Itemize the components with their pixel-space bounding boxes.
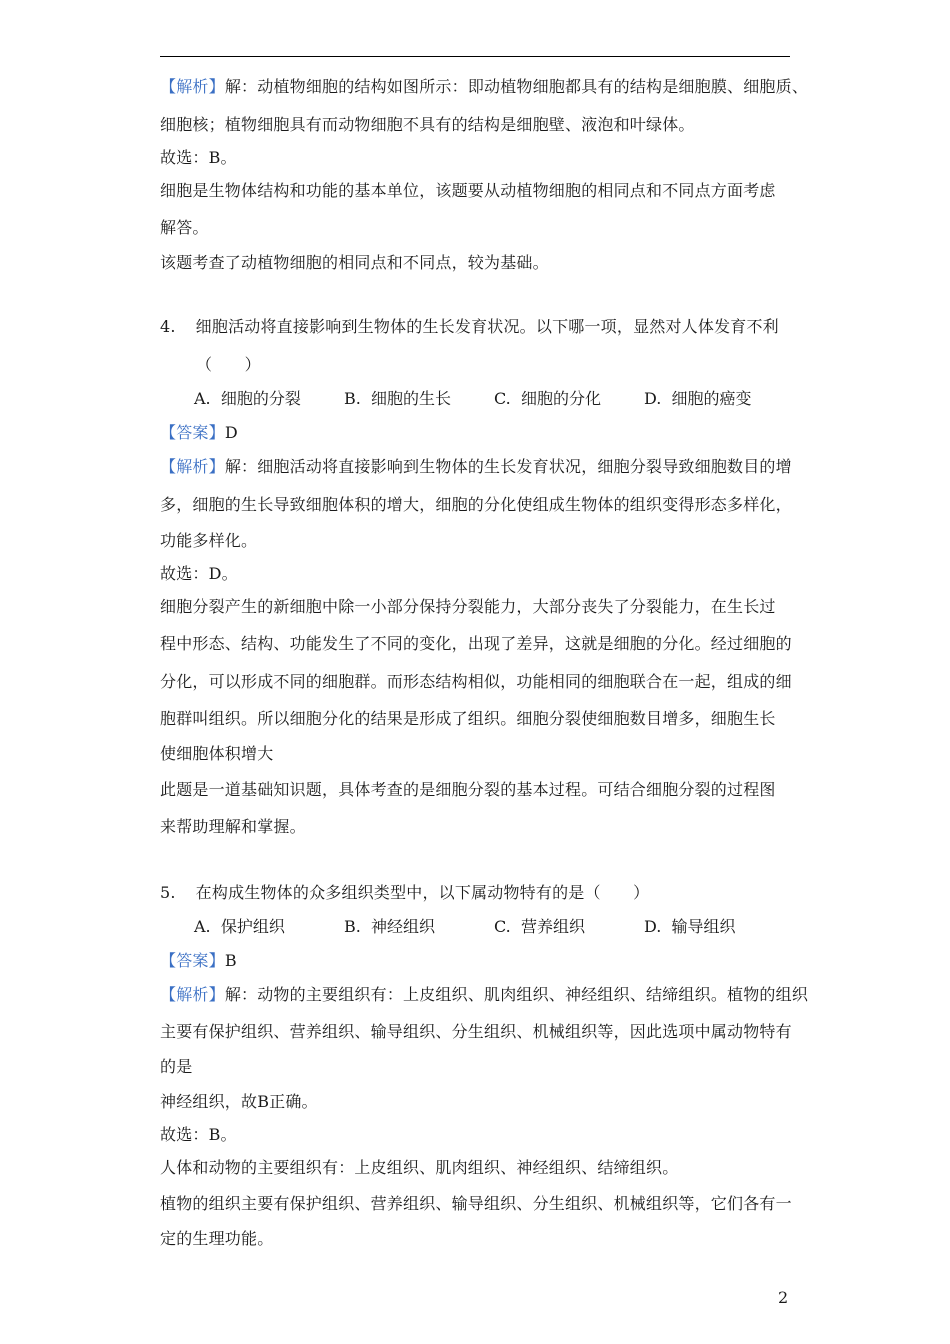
q5-choose: 故选：B。 — [160, 1125, 237, 1144]
q4-option-c: C. 细胞的分化 — [494, 389, 601, 408]
q5-number: 5. — [160, 883, 176, 902]
q5-point-line-1: 人体和动物的主要组织有：上皮组织、肌肉组织、神经组织、结缔组织。 — [160, 1158, 679, 1177]
analysis-tag: 【解析】 — [160, 77, 225, 96]
q4-comment-line-2: 来帮助理解和掌握。 — [160, 817, 306, 836]
q3-comment: 该题考查了动植物细胞的相同点和不同点，较为基础。 — [160, 253, 549, 272]
q4-point-line-3: 分化，可以形成不同的细胞群。而形态结构相似，功能相同的细胞联合在一起，组成的细 — [160, 672, 792, 691]
q5-answer: 【答案】B — [160, 951, 237, 970]
analysis-tag: 【解析】 — [160, 985, 225, 1004]
q4-stem-line-1: 4. 细胞活动将直接影响到生物体的生长发育状况。以下哪一项，显然对人体发育不利 — [160, 317, 779, 336]
q4-point-line-4: 胞群叫组织。所以细胞分化的结果是形成了组织。细胞分裂使细胞数目增多，细胞生长 — [160, 709, 776, 728]
q3-analysis-line-1: 【解析】解：动植物细胞的结构如图所示：即动植物细胞都具有的结构是细胞膜、细胞质、 — [160, 77, 809, 96]
q3-point-line-2: 解答。 — [160, 218, 209, 237]
q5-analysis-line-3: 的是 — [160, 1057, 193, 1076]
q4-option-b: B. 细胞的生长 — [344, 389, 452, 408]
q4-point-line-1: 细胞分裂产生的新细胞中除一小部分保持分裂能力，大部分丧失了分裂能力，在生长过 — [160, 597, 776, 616]
q5-option-b: B. 神经组织 — [344, 917, 436, 936]
q5-analysis-line-2: 主要有保护组织、营养组织、输导组织、分生组织、机械组织等，因此选项中属动物特有 — [160, 1022, 792, 1041]
q4-analysis-line-2: 多，细胞的生长导致细胞体积的增大，细胞的分化使组成生物体的组织变得形态多样化， — [160, 495, 792, 514]
q4-choose: 故选：D。 — [160, 564, 238, 583]
q5-option-a: A. 保护组织 — [194, 917, 285, 936]
header-rule — [160, 56, 790, 57]
q4-number: 4. — [160, 317, 176, 336]
answer-tag: 【答案】 — [160, 951, 225, 970]
q5-analysis-line-4: 神经组织，故B正确。 — [160, 1092, 318, 1111]
q4-point-line-5: 使细胞体积增大 — [160, 744, 274, 763]
q4-option-a: A. 细胞的分裂 — [194, 389, 301, 408]
q5-stem: 5. 在构成生物体的众多组织类型中，以下属动物特有的是（ ） — [160, 883, 650, 902]
q5-analysis-line-1: 【解析】解：动物的主要组织有：上皮组织、肌肉组织、神经组织、结缔组织。植物的组织 — [160, 985, 809, 1004]
q3-choose: 故选：B。 — [160, 148, 237, 167]
q3-analysis-line-2: 细胞核；植物细胞具有而动物细胞不具有的结构是细胞壁、液泡和叶绿体。 — [160, 115, 695, 134]
q4-answer-blank: （ ） — [196, 355, 261, 374]
page-number: 2 — [778, 1288, 789, 1307]
q4-answer: 【答案】D — [160, 423, 238, 442]
q4-point-line-2: 程中形态、结构、功能发生了不同的变化，出现了差异，这就是细胞的分化。经过细胞的 — [160, 634, 792, 653]
q4-analysis-line-3: 功能多样化。 — [160, 531, 258, 550]
q4-analysis-line-1: 【解析】解：细胞活动将直接影响到生物体的生长发育状况，细胞分裂导致细胞数目的增 — [160, 457, 792, 476]
answer-tag: 【答案】 — [160, 423, 225, 442]
analysis-tag: 【解析】 — [160, 457, 225, 476]
q3-point-line-1: 细胞是生物体结构和功能的基本单位，该题要从动植物细胞的相同点和不同点方面考虑 — [160, 181, 776, 200]
q5-point-line-2: 植物的组织主要有保护组织、营养组织、输导组织、分生组织、机械组织等，它们各有一 — [160, 1194, 792, 1213]
q4-comment-line-1: 此题是一道基础知识题，具体考查的是细胞分裂的基本过程。可结合细胞分裂的过程图 — [160, 780, 776, 799]
q5-option-c: C. 营养组织 — [494, 917, 585, 936]
q5-point-line-3: 定的生理功能。 — [160, 1229, 274, 1248]
q4-option-d: D. 细胞的癌变 — [644, 389, 752, 408]
q5-option-d: D. 输导组织 — [644, 917, 736, 936]
